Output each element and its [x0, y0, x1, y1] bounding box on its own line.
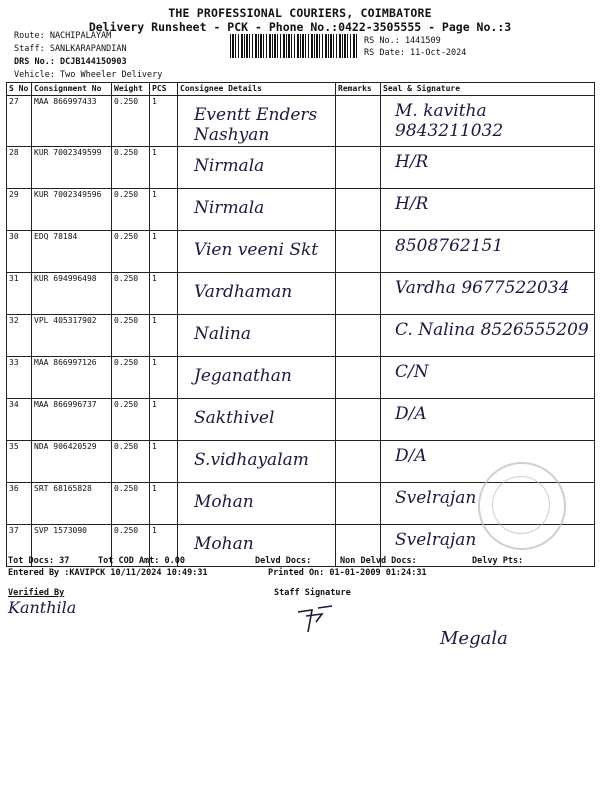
- delivered-docs: Delvd Docs:: [255, 556, 312, 566]
- cell-pcs: 1: [150, 399, 178, 441]
- staff-signature-mark: [294, 602, 338, 638]
- route: Route: NACHIPALAYAM: [14, 31, 112, 41]
- entered-by: Entered By :KAVIPCK 10/11/2024 10:49:31: [8, 568, 208, 578]
- staff-name: Staff: SANLKARAPANDIAN: [14, 44, 127, 54]
- cell-weight: 0.250: [112, 96, 150, 147]
- cell-sno: 36: [7, 483, 32, 525]
- table-row: [7, 273, 595, 315]
- cell-seal: [381, 399, 595, 441]
- cell-consignment-no: MAA 866996737: [32, 399, 112, 441]
- verifier-signature: Kanthila: [8, 598, 77, 617]
- cell-weight: 0.250: [112, 441, 150, 483]
- delivery-points: Delvy Pts:: [472, 556, 524, 566]
- cell-weight: 0.250: [112, 399, 150, 441]
- printed-on: Printed On: 01-01-2009 01:24:31: [268, 568, 427, 578]
- cell-weight: 0.250: [112, 273, 150, 315]
- cell-consignment-no: VPL 405317902: [32, 315, 112, 357]
- cell-consignee: [178, 483, 336, 525]
- cell-remarks: [336, 441, 381, 483]
- cell-sno: 30: [7, 231, 32, 273]
- cell-sno: 32: [7, 315, 32, 357]
- col-header-consignment: Consignment No: [32, 83, 112, 96]
- cell-seal: [381, 147, 595, 189]
- cell-pcs: 1: [150, 147, 178, 189]
- col-header-weight: Weight: [112, 83, 150, 96]
- consignee-handwriting: Eventt Enders Nashyan: [194, 105, 318, 145]
- table-row: [7, 231, 595, 273]
- bottom-signature: Megala: [440, 628, 508, 649]
- consignee-handwriting: Nalina: [194, 324, 251, 344]
- consignee-handwriting: Sakthivel: [194, 408, 275, 428]
- consignee-handwriting: Jeganathan: [194, 366, 292, 386]
- col-header-remarks: Remarks: [336, 83, 381, 96]
- non-delivered-docs: Non Delvd Docs:: [340, 556, 417, 566]
- cell-remarks: [336, 357, 381, 399]
- barcode: [230, 34, 358, 58]
- cell-consignment-no: MAA 866997126: [32, 357, 112, 399]
- cell-consignee: [178, 96, 336, 147]
- seal-handwriting: Vardha 9677522034: [395, 278, 570, 298]
- cell-pcs: 1: [150, 525, 178, 567]
- cell-consignee: [178, 189, 336, 231]
- cell-consignee: [178, 231, 336, 273]
- consignee-handwriting: Mohan: [194, 534, 254, 554]
- rs-date: RS Date: 11-Oct-2024: [364, 48, 467, 58]
- cell-remarks: [336, 399, 381, 441]
- cell-remarks: [336, 231, 381, 273]
- cell-pcs: 1: [150, 96, 178, 147]
- cell-pcs: 1: [150, 441, 178, 483]
- cell-seal: [381, 96, 595, 147]
- col-header-seal: Seal & Signature: [381, 83, 595, 96]
- seal-handwriting: 8508762151: [395, 236, 504, 256]
- table-row: [7, 96, 595, 147]
- consignee-handwriting: Nirmala: [194, 156, 265, 176]
- verified-by-label: Verified By: [8, 588, 65, 598]
- cell-remarks: [336, 189, 381, 231]
- cell-consignment-no: KUR 7002349596: [32, 189, 112, 231]
- cell-remarks: [336, 273, 381, 315]
- cell-seal: [381, 441, 595, 483]
- consignee-handwriting: Mohan: [194, 492, 254, 512]
- seal-handwriting: C/N: [395, 362, 429, 382]
- seal-handwriting: H/R: [395, 152, 429, 172]
- cell-weight: 0.250: [112, 231, 150, 273]
- cell-pcs: 1: [150, 483, 178, 525]
- staff-signature-label: Staff Signature: [274, 588, 351, 598]
- cell-seal: [381, 189, 595, 231]
- seal-handwriting: Svelrajan: [395, 488, 477, 508]
- cell-remarks: [336, 315, 381, 357]
- table-row: [7, 399, 595, 441]
- cell-remarks: [336, 483, 381, 525]
- cell-consignee: [178, 147, 336, 189]
- cell-weight: 0.250: [112, 189, 150, 231]
- cell-sno: 29: [7, 189, 32, 231]
- cell-consignment-no: MAA 866997433: [32, 96, 112, 147]
- cell-sno: 28: [7, 147, 32, 189]
- consignee-handwriting: Vardhaman: [194, 282, 293, 302]
- cell-sno: 37: [7, 525, 32, 567]
- cell-sno: 34: [7, 399, 32, 441]
- cell-consignee: [178, 273, 336, 315]
- cell-consignment-no: KUR 694996498: [32, 273, 112, 315]
- runsheet-subtitle: Delivery Runsheet - PCK - Phone No.:0422-3505555 - Page No.:3: [88, 20, 512, 34]
- col-header-sno: S No: [7, 83, 32, 96]
- cell-consignment-no: KUR 7002349599: [32, 147, 112, 189]
- col-header-pcs: PCS: [150, 83, 178, 96]
- seal-handwriting: Svelrajan: [395, 530, 477, 550]
- cell-pcs: 1: [150, 189, 178, 231]
- vehicle: Vehicle: Two Wheeler Delivery: [14, 70, 163, 80]
- cell-consignee: [178, 399, 336, 441]
- cell-sno: 27: [7, 96, 32, 147]
- table-row: [7, 147, 595, 189]
- total-docs: Tot Docs: 37: [8, 556, 70, 566]
- table-row: [7, 315, 595, 357]
- consignee-handwriting: S.vidhayalam: [194, 450, 309, 470]
- cell-remarks: [336, 96, 381, 147]
- cell-consignee: [178, 357, 336, 399]
- cell-pcs: 1: [150, 273, 178, 315]
- rs-number: RS No.: 1441509: [364, 36, 441, 46]
- cell-sno: 31: [7, 273, 32, 315]
- cell-remarks: [336, 147, 381, 189]
- cell-weight: 0.250: [112, 147, 150, 189]
- cell-consignment-no: SVP 1573090: [32, 525, 112, 567]
- cell-weight: 0.250: [112, 315, 150, 357]
- seal-handwriting: H/R: [395, 194, 429, 214]
- cell-seal: [381, 357, 595, 399]
- drs-number: DRS No.: DCJB14415O903: [14, 57, 127, 67]
- cell-consignment-no: SRT 68165828: [32, 483, 112, 525]
- seal-handwriting: C. Nalina 8526555209: [395, 320, 589, 340]
- consignee-handwriting: Vien veeni Skt: [194, 240, 319, 260]
- cell-pcs: 1: [150, 315, 178, 357]
- cell-consignment-no: NDA 906420529: [32, 441, 112, 483]
- seal-handwriting: M. kavitha 9843211032: [395, 101, 504, 141]
- company-title: THE PROFESSIONAL COURIERS, COIMBATORE: [168, 6, 432, 20]
- company-seal-stamp: [478, 462, 566, 550]
- col-header-consignee: Consignee Details: [178, 83, 336, 96]
- cell-consignee: [178, 315, 336, 357]
- table-header-row: [7, 83, 595, 96]
- cell-seal: [381, 315, 595, 357]
- cell-consignee: [178, 441, 336, 483]
- consignee-handwriting: Nirmala: [194, 198, 265, 218]
- cell-seal: [381, 231, 595, 273]
- total-cod-amount: Tot COD Amt: 0.00: [98, 556, 185, 566]
- cell-weight: 0.250: [112, 357, 150, 399]
- table-row: [7, 357, 595, 399]
- seal-handwriting: D/A: [395, 446, 427, 466]
- seal-handwriting: D/A: [395, 404, 427, 424]
- cell-pcs: 1: [150, 231, 178, 273]
- cell-weight: 0.250: [112, 525, 150, 567]
- cell-seal: [381, 273, 595, 315]
- cell-sno: 33: [7, 357, 32, 399]
- cell-consignment-no: EDQ 78184: [32, 231, 112, 273]
- cell-sno: 35: [7, 441, 32, 483]
- table-row: [7, 189, 595, 231]
- cell-weight: 0.250: [112, 483, 150, 525]
- cell-pcs: 1: [150, 357, 178, 399]
